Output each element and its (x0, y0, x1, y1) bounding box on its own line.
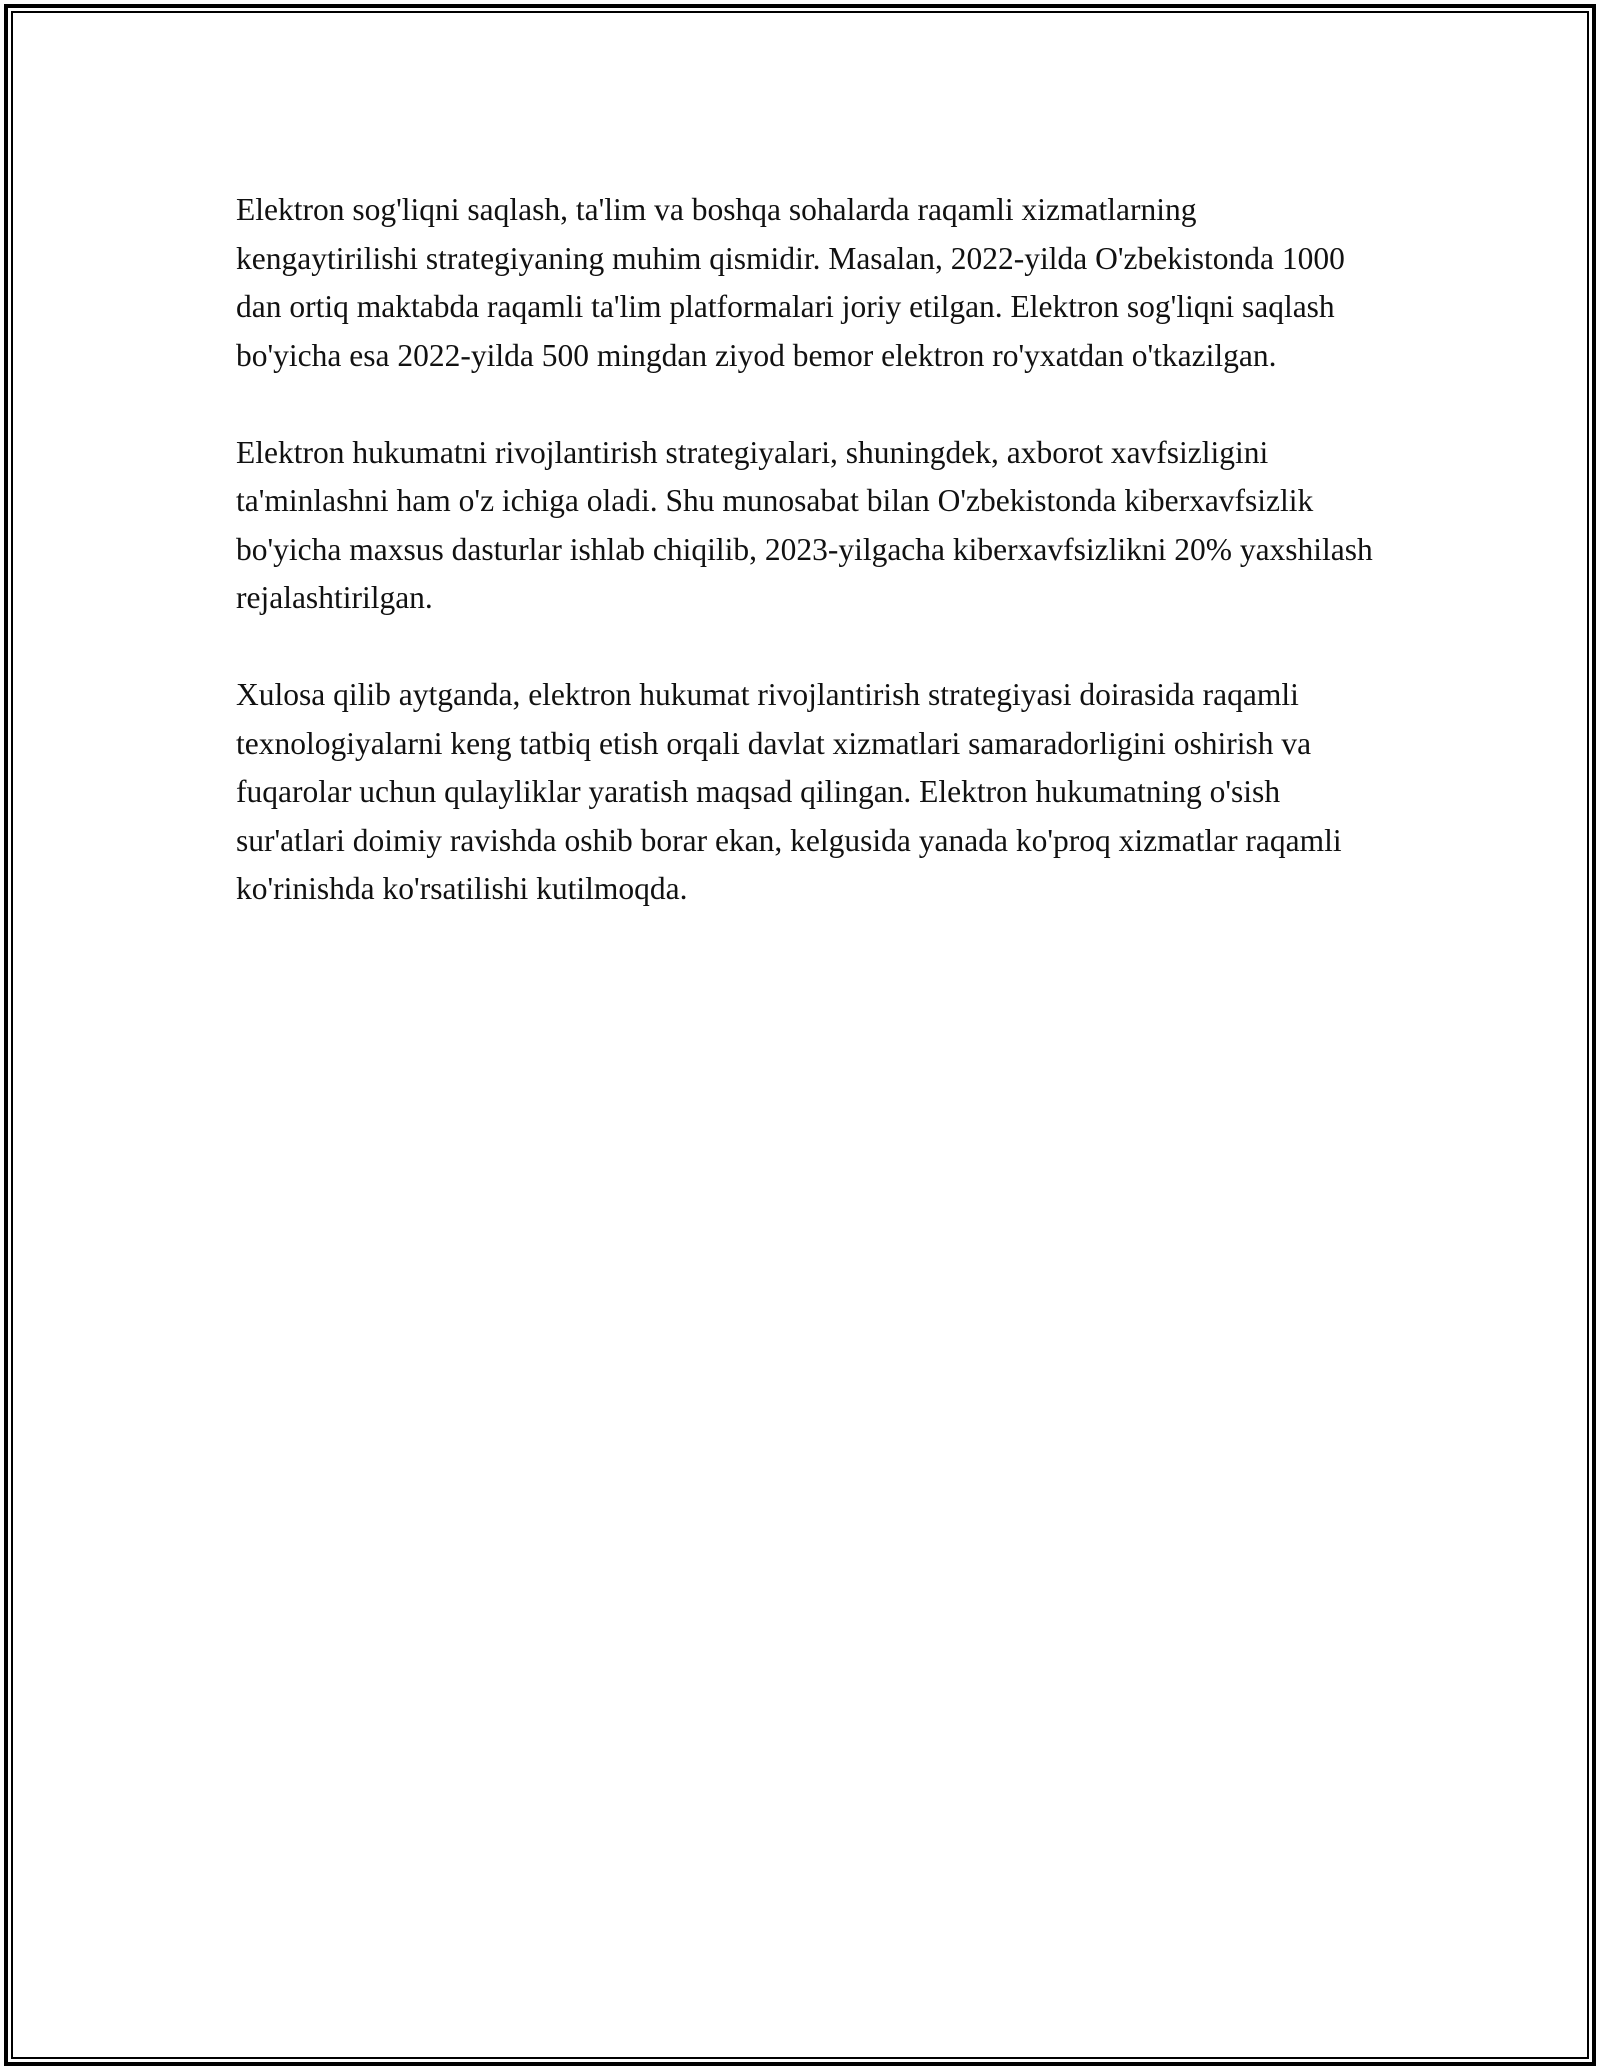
document-body (236, 186, 1376, 962)
paragraph-cybersecurity: Elektron hukumatni rivojlantirish strategiyalari, shuningdek, axborot xavfsizligini ta'minlashni ham o'z ichiga oladi. Shu munosabat bilan O'zbekistonda kiberxavfsizlik bo'yicha maxsus dasturlar ishlab chiqilib, 2023-yilgacha kiberxavfsizlikni 20% yaxshilash rejalashtirilgan. (236, 434, 1373, 615)
paragraph-conclusion: Xulosa qilib aytganda, elektron hukumat rivojlantirish strategiyasi doirasida raqamli texnologiyalarni keng tatbiq etish orqali davlat xizmatlari samaradorligini oshirish va fuqarolar uchun qulayliklar yaratish maqsad qilingan. Elektron hukumatning o'sish sur'atlari doimiy ravishda oshib borar ekan, kelgusida yanada ko'proq xizmatlar raqamli ko'rinishda ko'rsatilishi kutilmoqda. (236, 677, 1342, 906)
paragraph-digital-services: Elektron sog'liqni saqlash, ta'lim va boshqa sohalarda raqamli xizmatlarning kengaytirilishi strategiyaning muhim qismidir. Masalan, 2022-yilda O'zbekistonda 1000 dan ortiq maktabda raqamli ta'lim platformalari joriy etilgan. Elektron sog'liqni saqlash bo'yicha esa 2022-yilda 500 mingdan ziyod bemor elektron ro'yxatdan o'tkazilgan. (236, 192, 1345, 373)
